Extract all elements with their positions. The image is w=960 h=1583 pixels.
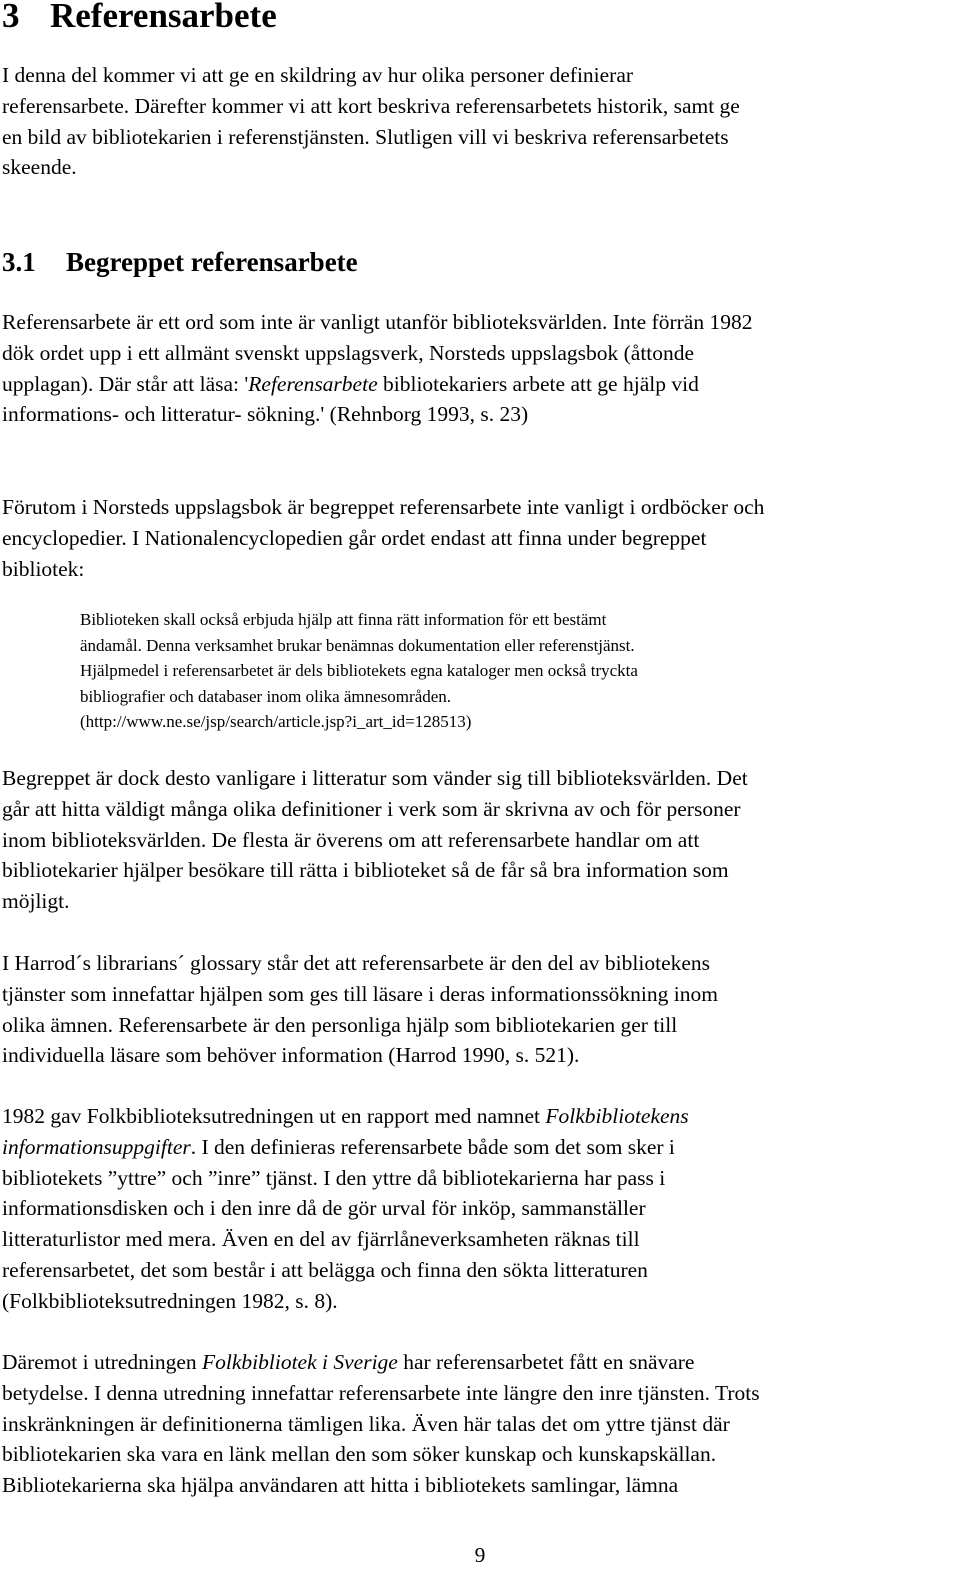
quote-line: bibliografier och databaser inom olika ämnesområden. xyxy=(80,686,452,706)
text-line: går att hitta väldigt många olika definitioner i verk som är skrivna av och för personer xyxy=(2,796,741,821)
text-line: en bild av bibliotekarien i referenstjänsten. Slutligen vill vi beskriva referensarbetets xyxy=(2,124,729,149)
text-line: tjänster som innefattar hjälpen som ges till läsare i deras informationssökning inom xyxy=(2,981,718,1006)
text-line: Bibliotekarierna ska hjälpa användaren att hitta i bibliotekets samlingar, lämna xyxy=(2,1473,679,1498)
text-span: bibliotekariers arbete att ge hjälp vid xyxy=(377,371,699,396)
quote-line: Hjälpmedel i referensarbetet är dels bibliotekets egna kataloger men också tryckta xyxy=(80,661,638,680)
text-span: 1982 gav Folkbiblioteksutredningen ut en rapport med namnet xyxy=(2,1104,546,1128)
text-line: olika ämnen. Referensarbete är den personliga hjälp som bibliotekarien ger till xyxy=(2,1012,678,1037)
intro-paragraph xyxy=(2,60,960,183)
text-line: Referensarbete är ett ord som inte är vanligt utanför biblioteksvärlden. Inte förrän 1982 xyxy=(2,310,753,334)
text-line: referensarbete. Därefter kommer vi att kort beskriva referensarbetets historik, samt ge xyxy=(2,93,740,118)
section-number: 3.1 xyxy=(2,247,36,277)
italic-title: Folkbibliotek i Sverige xyxy=(202,1350,398,1374)
text-line xyxy=(2,1132,960,1163)
text-line: Begreppet är dock desto vanligare i litteratur som vänder sig till biblioteksvärlden. Det xyxy=(2,766,748,790)
text-line: individuella läsare som behöver information (Harrod 1990, s. 521). xyxy=(2,1043,580,1068)
text-line: bibliotekets ”yttre” och ”inre” tjänst. I den yttre då bibliotekarierna har pass i xyxy=(2,1165,666,1190)
quote-line: ändamål. Denna verksamhet brukar benämnas dokumentation eller referenstjänst. xyxy=(80,635,635,655)
text-line: litteraturlistor med mera. Även en del av fjärrlåneverksamheten räknas till xyxy=(2,1227,640,1252)
text-line: (Folkbiblioteksutredningen 1982, s. 8). xyxy=(2,1288,338,1313)
text-span: upplagan). Där står att läsa: ' xyxy=(2,371,249,396)
paragraph-encyclopedia xyxy=(2,492,960,584)
text-line: Förutom i Norsteds uppslagsbok är begreppet referensarbete inte vanligt i ordböcker och xyxy=(2,495,765,519)
text-line: encyclopedier. I Nationalencyclopedien går ordet endast att finna under begreppet xyxy=(2,525,707,550)
text-line: skeende. xyxy=(2,155,77,180)
quote-line: Biblioteken skall också erbjuda hjälp att finna rätt information för ett bestämt xyxy=(80,610,607,629)
text-line: I Harrod´s librarians´ glossary står det att referensarbete är den del av bibliotekens xyxy=(2,951,711,975)
text-line: informations- och litteratur- sökning.' (Rehnborg 1993, s. 23) xyxy=(2,402,529,427)
text-span: har referensarbetet fått en snävare xyxy=(397,1350,695,1374)
text-line: inskränkningen är definitionerna tämligen lika. Även här talas det om yttre tjänst där xyxy=(2,1411,730,1436)
chapter-title: Referensarbete xyxy=(50,0,277,35)
paragraph-literature xyxy=(2,763,960,917)
chapter-heading xyxy=(2,0,277,38)
text-line: betydelse. I denna utredning innefattar referensarbete inte längre den inre tjänsten. Trots xyxy=(2,1380,760,1405)
chapter-number: 3 xyxy=(2,0,20,35)
text-line: I denna del kommer vi att ge en skildring av hur olika personer definierar xyxy=(2,63,634,87)
italic-term: Referensarbete xyxy=(248,371,378,396)
italic-title: Folkbibliotekens xyxy=(545,1104,689,1128)
paragraph-definition xyxy=(2,307,960,430)
text-line: inom biblioteksvärlden. De flesta är överens om att referensarbete handlar om att xyxy=(2,827,700,852)
section-title: Begreppet referensarbete xyxy=(66,247,358,277)
text-line xyxy=(2,369,960,400)
text-line: bibliotekarier hjälper besökare till rätta i biblioteket så de får så bra information som xyxy=(2,858,729,883)
page-number: 9 xyxy=(474,1543,486,1567)
paragraph-folkbibliotek-1982 xyxy=(2,1101,960,1317)
text-line xyxy=(2,1101,960,1132)
text-line: dök ordet upp i ett allmänt svenskt uppslagsverk, Norsteds uppslagsbok (åttonde xyxy=(2,340,695,365)
paragraph-harrod xyxy=(2,948,960,1071)
text-span: . I den definieras referensarbete både som det som sker i xyxy=(190,1134,675,1159)
italic-title: informationsuppgifter xyxy=(2,1134,191,1159)
text-line: referensarbetet, det som består i att belägga och finna den sökta litteraturen xyxy=(2,1257,648,1282)
text-line: möjligt. xyxy=(2,889,70,914)
block-quote xyxy=(80,607,940,735)
text-line xyxy=(2,1347,960,1378)
text-line: bibliotekarien ska vara en länk mellan den som söker kunskap och kunskapskällan. xyxy=(2,1442,717,1467)
section-heading xyxy=(2,242,358,282)
text-span: Däremot i utredningen xyxy=(2,1350,203,1374)
paragraph-folkbibliotek-sverige xyxy=(2,1347,960,1501)
text-line: informationsdisken och i den inre då de gör urval för inköp, sammanställer xyxy=(2,1196,646,1221)
text-line: bibliotek: xyxy=(2,556,85,581)
quote-citation-url: (http://www.ne.se/jsp/search/article.jsp?i_art_id=128513) xyxy=(80,712,472,731)
